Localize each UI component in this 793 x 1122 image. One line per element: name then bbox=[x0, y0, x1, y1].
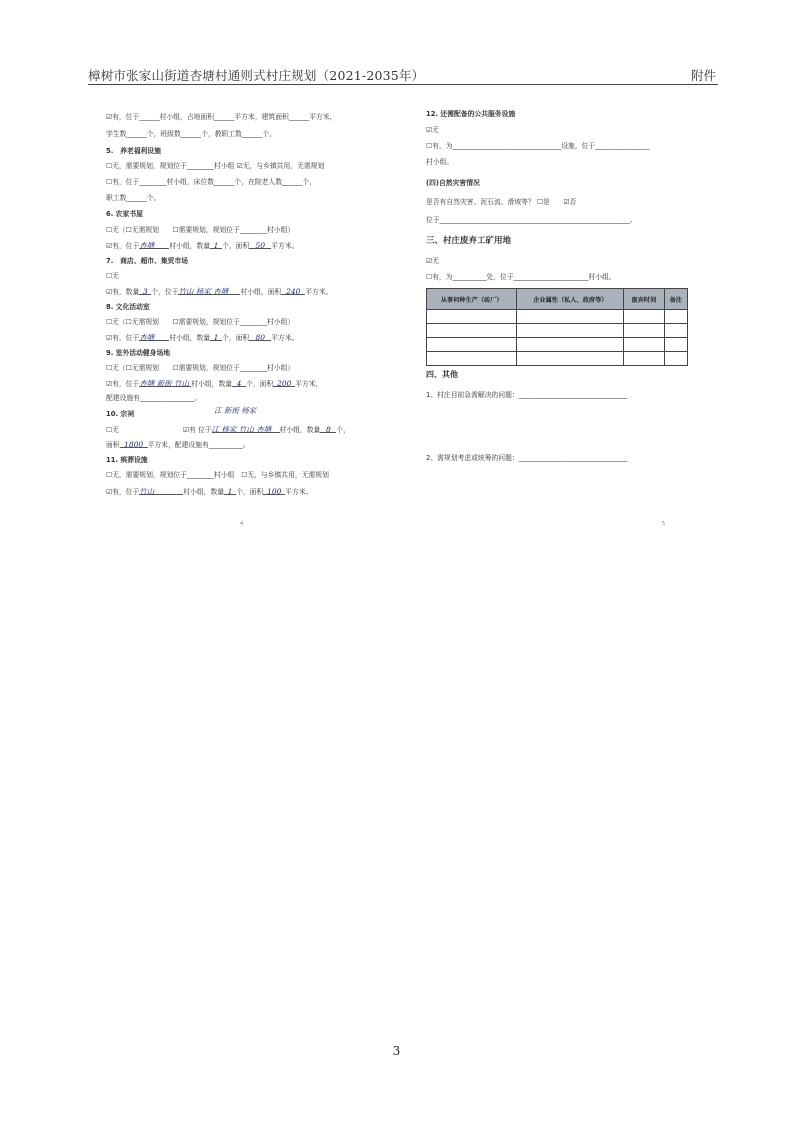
table-header: 从事何种生产（砖厂） bbox=[427, 289, 517, 310]
section-funeral: 11. 殡葬设施 bbox=[106, 456, 148, 464]
extra-line-3: 村小组。 bbox=[426, 158, 454, 166]
label: 村小组，数量 bbox=[191, 380, 233, 388]
table-cell[interactable] bbox=[427, 310, 517, 324]
handwritten-value: 江 杨家 竹山 杏塘 bbox=[212, 425, 280, 433]
handwritten-value: 200 bbox=[273, 379, 295, 387]
scanned-form bbox=[106, 100, 696, 530]
label: 村小组，面积 bbox=[240, 288, 282, 296]
section-extra-services: 12. 还需配备的公共服务设施 bbox=[426, 110, 516, 118]
mines-line-1: ☑无 bbox=[426, 257, 439, 265]
label: 平方米。 bbox=[305, 288, 333, 296]
section-ancestral-hall: 10. 宗祠 bbox=[106, 410, 135, 418]
header-title: 樟树市张家山街道杏塘村通则式村庄规划（2021-2035年） bbox=[88, 68, 425, 83]
elderly-line-2: ☐有，位于________村小组，床位数______个，在院老人数______个， bbox=[106, 178, 316, 186]
other-line-2: 2、需规划考虑或统筹的问题：________________________________ bbox=[426, 454, 628, 462]
page-header bbox=[88, 66, 718, 85]
table-cell[interactable] bbox=[624, 338, 664, 352]
handwritten-value: 杏塘 bbox=[139, 241, 169, 249]
other-line-1: 1、村庄目前急需解决的问题：________________________________ bbox=[426, 391, 628, 399]
handwritten-note: 江 新街 杨家 bbox=[214, 406, 257, 415]
extra-line-1: ☑无 bbox=[426, 126, 439, 134]
table-cell[interactable] bbox=[664, 310, 687, 324]
mines-line-2: ☐有，为__________处，位于______________________村小组。 bbox=[426, 273, 616, 281]
section-other: 四、其他 bbox=[426, 370, 458, 379]
label: 平方米。 bbox=[271, 242, 299, 250]
school-line-2: 学生数______个，班级数______个，教职工数______个。 bbox=[106, 130, 276, 138]
table-cell[interactable] bbox=[517, 310, 624, 324]
label: 个，位于 bbox=[151, 288, 179, 296]
label: 个，面积 bbox=[246, 380, 274, 388]
shops-line-2 bbox=[106, 287, 332, 297]
section-shops: 7. 商店、超市、集贸市场 bbox=[106, 257, 189, 265]
label: ☑有，位于 bbox=[106, 380, 140, 388]
label: ☑有 位于 bbox=[182, 426, 212, 434]
section-culture-room: 8. 文化活动室 bbox=[106, 303, 150, 311]
culture-line-1: ☐无（☐无需规划 ☐需要规划，规划位于________村小组） bbox=[106, 318, 295, 326]
label: ☑有，位于 bbox=[106, 334, 140, 342]
label: 平方米。 bbox=[285, 488, 313, 496]
section-abandoned-mines: 三、村庄废弃工矿用地 bbox=[426, 236, 512, 246]
label: 个，面积 bbox=[222, 242, 250, 250]
handwritten-value: 240 bbox=[281, 287, 305, 295]
elderly-line-1: ☐无，需要规划，规划位于________村小组 ☑无，与乡镇共用，无需规划 bbox=[106, 162, 325, 170]
header-attachment-label: 附件 bbox=[690, 68, 716, 83]
handwritten-value: 8 bbox=[320, 425, 336, 433]
label: 面积 bbox=[106, 441, 120, 449]
table-cell[interactable] bbox=[624, 310, 664, 324]
handwritten-value: 50 bbox=[249, 241, 271, 249]
elderly-line-3: 职工数______个。 bbox=[106, 194, 161, 202]
table-header: 企业属性（私人、政府等） bbox=[517, 289, 624, 310]
fitness-line-3: 配建设施有________________。 bbox=[106, 394, 202, 402]
label: 村小组，数量 bbox=[183, 488, 225, 496]
section-library: 6. 农家书屋 bbox=[106, 210, 143, 218]
table-row bbox=[427, 352, 688, 366]
table-cell[interactable] bbox=[664, 352, 687, 366]
label: 平方米， bbox=[295, 380, 323, 388]
table-cell[interactable] bbox=[517, 352, 624, 366]
table-cell[interactable] bbox=[517, 324, 624, 338]
hall-line-1 bbox=[106, 425, 350, 435]
abandoned-mines-table bbox=[426, 288, 688, 366]
handwritten-value: 3 bbox=[139, 287, 151, 295]
table-cell[interactable] bbox=[427, 338, 517, 352]
table-cell[interactable] bbox=[664, 338, 687, 352]
handwritten-value: 杏塘 新街 竹山 bbox=[139, 379, 191, 387]
table-row bbox=[427, 310, 688, 324]
table-cell[interactable] bbox=[427, 352, 517, 366]
section-elderly-care: 5. 养老福利设施 bbox=[106, 147, 161, 155]
handwritten-value: 1 bbox=[210, 333, 222, 341]
label: 个，面积 bbox=[236, 488, 264, 496]
handwritten-value: 4 bbox=[232, 379, 246, 387]
library-line-2 bbox=[106, 241, 298, 251]
label: ☑有，位于 bbox=[106, 242, 140, 250]
handwritten-value: 杏塘 bbox=[139, 333, 169, 341]
label: 村小组，数量 bbox=[169, 242, 211, 250]
scan-page-mark: 5 bbox=[662, 521, 666, 527]
label: ☐无 bbox=[106, 426, 119, 434]
label: ☑有，数量 bbox=[106, 288, 140, 296]
table-cell[interactable] bbox=[664, 324, 687, 338]
label: 村小组，数量 bbox=[169, 334, 211, 342]
fitness-line-2 bbox=[106, 379, 322, 389]
handwritten-value: 1800 bbox=[120, 440, 148, 448]
disaster-line-2: 位于________________________________________________________。 bbox=[426, 216, 637, 224]
disaster-line-1: 是否有自然灾害、泥石流、滑坡等？ ☐是 ☑否 bbox=[426, 198, 577, 206]
school-line-1: ☑有，位于______村小组，占地面积______平方米，建筑面积______平方米， bbox=[106, 113, 337, 121]
funeral-line-2 bbox=[106, 487, 312, 497]
table-header-row bbox=[427, 289, 688, 310]
table-cell[interactable] bbox=[624, 352, 664, 366]
table-header: 备注 bbox=[664, 289, 687, 310]
table-cell[interactable] bbox=[517, 338, 624, 352]
handwritten-value: 1 bbox=[210, 241, 222, 249]
table-cell[interactable] bbox=[427, 324, 517, 338]
hall-line-2 bbox=[106, 440, 250, 450]
fitness-line-1: ☐无（☐无需规划 ☐需要规划，规划位于________村小组） bbox=[106, 364, 295, 372]
table-row bbox=[427, 338, 688, 352]
handwritten-value: 100 bbox=[263, 487, 285, 495]
library-line-1: ☐无（☐无需规划 ☐需要规划，规划位于________村小组） bbox=[106, 226, 295, 234]
handwritten-value: 竹山 杨家 杏塘 bbox=[178, 287, 240, 295]
scan-page-mark: 4 bbox=[240, 521, 244, 527]
handwritten-value: 80 bbox=[249, 333, 271, 341]
label: 个，面积 bbox=[222, 334, 250, 342]
label: 平方米。 bbox=[271, 334, 299, 342]
section-disasters: (四)自然灾害情况 bbox=[426, 179, 480, 187]
table-row bbox=[427, 324, 688, 338]
table-cell[interactable] bbox=[624, 324, 664, 338]
funeral-line-1: ☐无，需要规划，规划位于________村小组 ☐无，与乡镇共用，无需规划 bbox=[106, 471, 329, 479]
label: 个， bbox=[336, 426, 350, 434]
label: 村小组，数量 bbox=[279, 426, 321, 434]
section-fitness: 9. 室外活动健身场地 bbox=[106, 349, 171, 357]
shops-line-1: ☐无 bbox=[106, 272, 119, 280]
handwritten-value: 竹山 bbox=[139, 487, 183, 495]
label: ☑有，位于 bbox=[106, 488, 140, 496]
table-header: 废弃时间 bbox=[624, 289, 664, 310]
culture-line-2 bbox=[106, 333, 298, 343]
extra-line-2: ☐有，为________________________________设施，位于________________ bbox=[426, 142, 650, 150]
handwritten-value: 1 bbox=[224, 487, 236, 495]
page-number: 3 bbox=[392, 1044, 401, 1058]
label: 平方米，配建设施有__________。 bbox=[147, 441, 250, 449]
